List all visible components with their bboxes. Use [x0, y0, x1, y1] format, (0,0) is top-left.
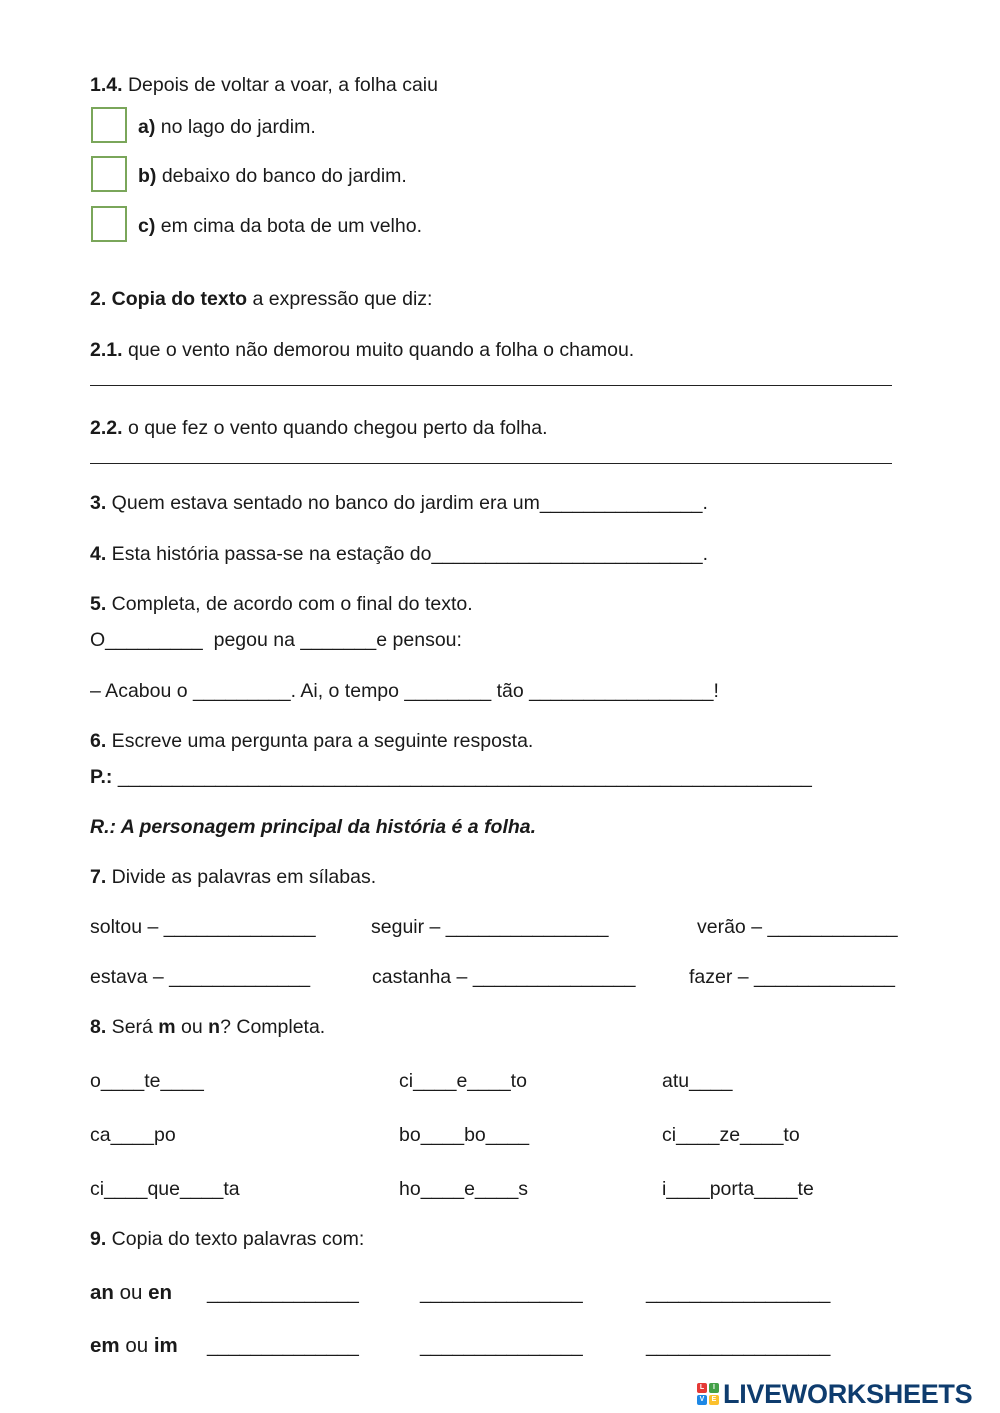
option-a: a) no lago do jardim.	[138, 116, 316, 138]
question-5-line-1[interactable]: O_________ pegou na _______e pensou:	[90, 629, 462, 651]
question-6-answer: R.: A personagem principal da história é a folha.	[90, 816, 537, 838]
mn-item[interactable]: ca____po	[90, 1124, 176, 1146]
mn-item[interactable]: ci____que____ta	[90, 1178, 240, 1200]
logo-mark-icon	[697, 1383, 719, 1405]
syllable-item[interactable]: soltou – ______________	[90, 916, 316, 938]
checkbox-option-c[interactable]	[91, 206, 127, 242]
copy-label-em-im: em ou im	[90, 1334, 178, 1357]
question-4[interactable]: 4. Esta história passa-se na estação do_________________________.	[90, 543, 708, 565]
logo-mark-e: E	[709, 1395, 719, 1405]
logo-mark-i: I	[709, 1383, 719, 1393]
question-2-2: 2.2. o que fez o vento quando chegou perto da folha.	[90, 417, 548, 439]
question-8: 8. Será m ou n? Completa.	[90, 1016, 326, 1038]
syllable-item[interactable]: verão – ____________	[697, 916, 898, 938]
mn-item[interactable]: ci____ze____to	[662, 1124, 800, 1146]
logo-mark-v: V	[697, 1395, 707, 1405]
mn-item[interactable]: ho____e____s	[399, 1178, 529, 1200]
question-2-1: 2.1. que o vento não demorou muito quando a folha o chamou.	[90, 339, 635, 361]
mn-item[interactable]: bo____bo____	[399, 1124, 530, 1146]
question-6: 6. Escreve uma pergunta para a seguinte resposta.	[90, 730, 534, 752]
copy-label-an-en: an ou en	[90, 1281, 173, 1304]
question-1-4: 1.4. Depois de voltar a voar, a folha caiu	[90, 74, 438, 96]
question-3[interactable]: 3. Quem estava sentado no banco do jardim era um_______________.	[90, 492, 708, 514]
copy-blank[interactable]: _______________	[420, 1282, 583, 1304]
logo-text: LIVEWORKSHEETS	[723, 1378, 973, 1409]
syllable-item[interactable]: seguir – _______________	[371, 916, 609, 938]
question-9: 9. Copia do texto palavras com:	[90, 1228, 365, 1250]
liveworksheets-logo	[697, 1376, 997, 1412]
option-c: c) em cima da bota de um velho.	[138, 215, 422, 237]
syllable-item[interactable]: castanha – _______________	[372, 966, 636, 988]
answer-line-2-1[interactable]	[90, 385, 892, 386]
question-5: 5. Completa, de acordo com o final do texto.	[90, 593, 473, 615]
mn-item[interactable]: o____te____	[90, 1070, 204, 1092]
mn-item[interactable]: ci____e____to	[399, 1070, 527, 1092]
copy-blank[interactable]: _______________	[420, 1335, 583, 1357]
mn-item[interactable]: atu____	[662, 1070, 733, 1092]
mn-item[interactable]: i____porta____te	[662, 1178, 814, 1200]
question-5-line-2[interactable]: – Acabou o _________. Ai, o tempo ________ tão _________________!	[90, 680, 719, 702]
logo-mark-l: L	[697, 1383, 707, 1393]
question-7: 7. Divide as palavras em sílabas.	[90, 866, 377, 888]
checkbox-option-a[interactable]	[91, 107, 127, 143]
option-b: b) debaixo do banco do jardim.	[138, 165, 407, 187]
question-2: 2. Copia do texto a expressão que diz:	[90, 288, 433, 310]
copy-blank[interactable]: _________________	[646, 1282, 831, 1304]
answer-line-2-2[interactable]	[90, 463, 892, 464]
copy-blank[interactable]: ______________	[207, 1282, 359, 1304]
copy-blank[interactable]: ______________	[207, 1335, 359, 1357]
syllable-item[interactable]: estava – _____________	[90, 966, 311, 988]
syllable-item[interactable]: fazer – _____________	[689, 966, 896, 988]
question-6-input[interactable]: P.: ________________________________________________________________	[90, 766, 812, 788]
copy-blank[interactable]: _________________	[646, 1335, 831, 1357]
checkbox-option-b[interactable]	[91, 156, 127, 192]
